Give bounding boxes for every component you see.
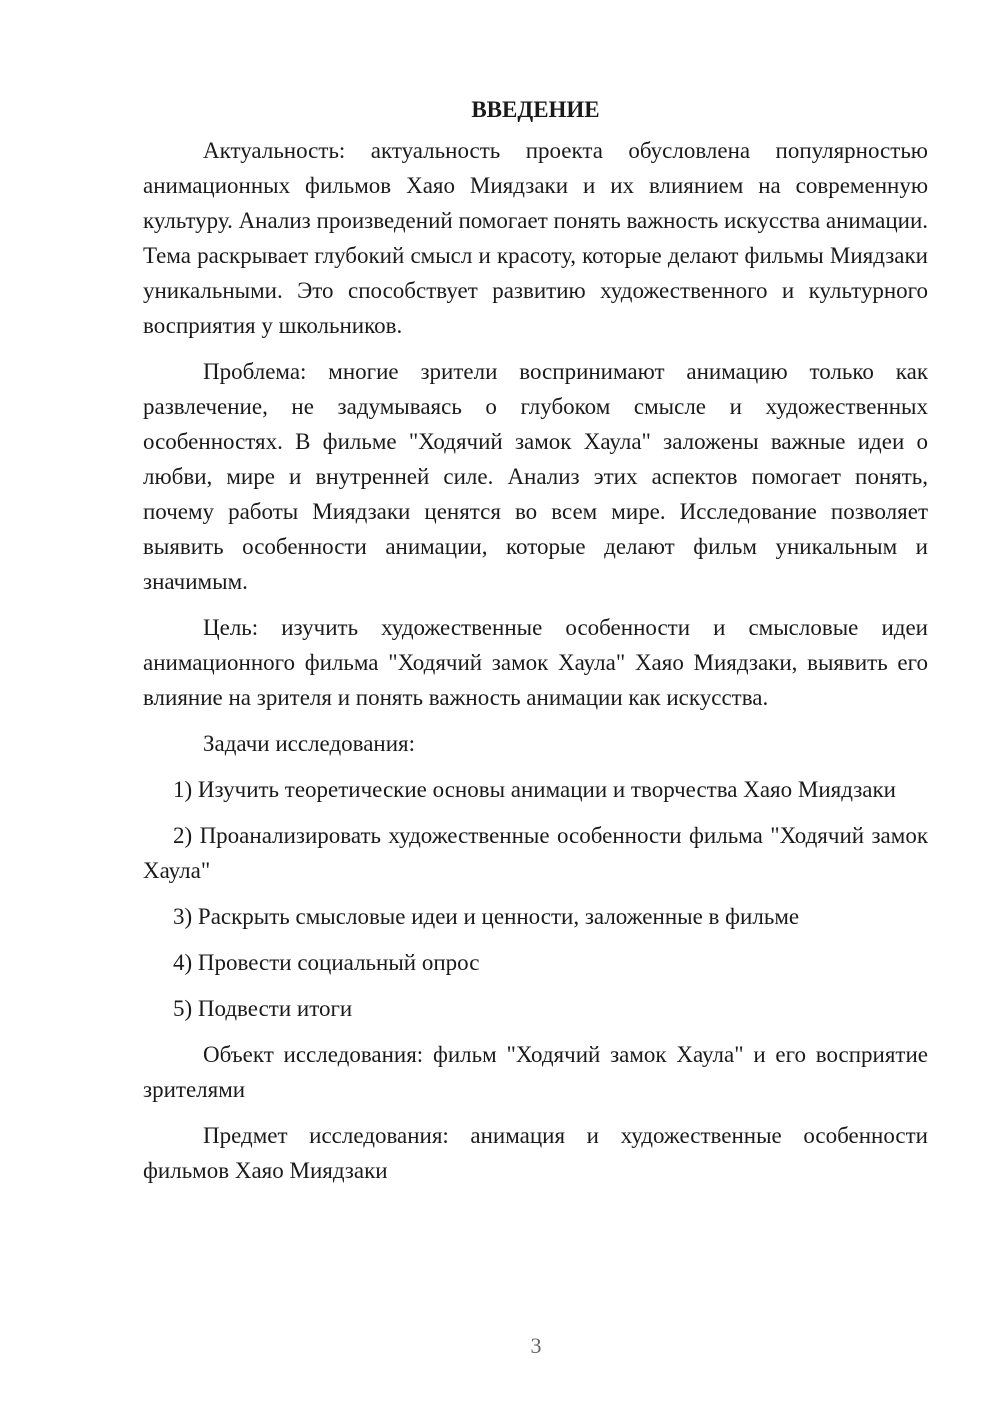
subject-paragraph: Предмет исследования: анимация и художественные особенности фильмов Хаяо Миядзаки: [143, 1123, 928, 1183]
task-item: 1) Изучить теоретические основы анимации и творчества Хаяо Миядзаки: [173, 777, 896, 802]
page-content: [143, 92, 928, 1199]
relevance-paragraph: Актуальность: актуальность проекта обусловлена популярностью анимационных фильмов Хаяо Миядзаки и их влиянием на современную культуру. Анализ произведений помогает понять важность искусства анимации. Тема раскрывает глубокий смысл и красоту, которые делают фильмы Миядзаки уникальными. Это способствует развитию художественного и культурного восприятия у школьников.: [143, 138, 928, 338]
section-title: ВВЕДЕНИЕ: [471, 97, 600, 122]
task-item: 4) Провести социальный опрос: [173, 950, 480, 975]
tasks-heading: Задачи исследования:: [203, 731, 416, 756]
tasks-list: [143, 772, 928, 1026]
problem-paragraph: Проблема: многие зрители воспринимают анимацию только как развлечение, не задумываясь о глубоком смысле и художественных особенностях. В фильме "Ходячий замок Хаула" заложены важные идеи о любви, мире и внутренней силе. Анализ этих аспектов помогает понять, почему работы Миядзаки ценятся во всем мире. Исследование позволяет выявить особенности анимации, которые делают фильм уникальным и значимым.: [143, 359, 928, 594]
task-item: 5) Подвести итоги: [173, 996, 353, 1021]
task-item: 3) Раскрыть смысловые идеи и ценности, заложенные в фильме: [173, 904, 800, 929]
page-number: 3: [530, 1333, 542, 1358]
goal-paragraph: Цель: изучить художественные особенности и смысловые идеи анимационного фильма "Ходячий замок Хаула" Хаяо Миядзаки, выявить его влияние на зрителя и понять важность анимации как искусства.: [143, 615, 928, 710]
object-paragraph: Объект исследования: фильм "Ходячий замок Хаула" и его восприятие зрителями: [143, 1042, 928, 1102]
task-item: 2) Проанализировать художественные особенности фильма "Ходячий замок Хаула": [143, 823, 928, 883]
